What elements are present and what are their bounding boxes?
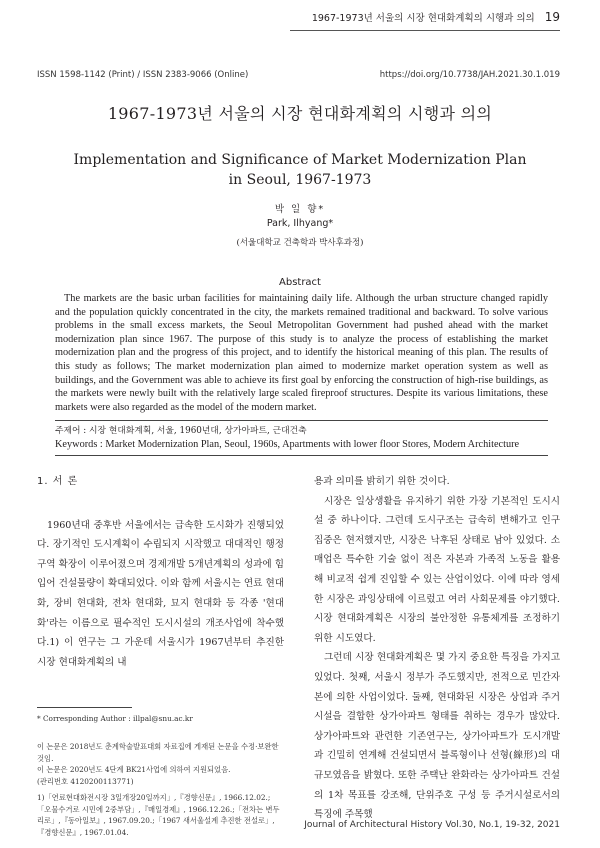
title-english-line1: Implementation and Significance of Market Modernization Plan (73, 152, 527, 168)
author-name-korean: 박 일 향* (274, 204, 326, 215)
page-number: 19 (544, 10, 560, 24)
journal-footer: Journal of Architectural History Vol.30, No.1, 19-32, 2021 (304, 820, 560, 830)
keywords-top-rule (55, 420, 548, 421)
body-paragraph: 용과 의미를 밝히기 위한 것이다. (314, 476, 450, 487)
keywords-english: Keywords : Market Modernization Plan, Seoul, 1960s, Apartments with lower floor Stores, Modern Architecture (55, 439, 520, 450)
footnote-rule (37, 707, 132, 708)
footnote-note: 이 논문은 2018년도 춘계학술발표대회 자료집에 게재된 논문을 수정·보완한 것임. (37, 742, 279, 763)
keywords-bottom-rule (55, 455, 548, 456)
abstract-heading: Abstract (279, 277, 321, 288)
doi-link[interactable]: https://doi.org/10.7738/JAH.2021.30.1.019 (379, 70, 560, 80)
header-rule (290, 30, 560, 31)
title-english (60, 150, 540, 190)
footnote-note: 이 논문은 2020년도 4단계 BK21사업에 의하여 지원되었음. (37, 765, 231, 774)
footnote-citation: 1)「연료현대화전시장 3일개장20일까지」,『경향신문』, 1966.12.02.;「오물수거로 시민에 2중부담」,『매일경제』, 1966.12.26.;「전차는 변두리로」,『동아일보』, 1967.09.20.;「1967 새서울설계 추진한 전설로」,『경향신문』, 1967.01.04. (37, 793, 280, 837)
body-paragraph: 시장은 일상생활을 유지하기 위한 가장 기본적인 도시시설 중 하나이다. 그런데 도시구조는 급속히 변해가고 인구집중은 현저했지만, 시장은 낙후된 상태로 남아 있었다. 소매업은 특수한 기술 없이 적은 자본과 가족적 노동을 활용해 비교적 쉽게 진입할 수 있는 산업이었다. 이에 따라 영세한 시장은 과잉상태에 이르렀고 여러 사회문제를 야기했다. 시장 현대화계획은 시장의 불안정한 유통체계를 조정하기 위한 시도였다. (314, 495, 560, 644)
footnote-corresponding-author: * Corresponding Author : illpal@snu.ac.kr (37, 714, 193, 723)
section-heading-introduction: 1. 서 론 (37, 476, 79, 487)
body-paragraph: 그런데 시장 현대화계획은 몇 가지 중요한 특징을 가지고 있었다. 첫째, 서울시 정부가 주도했지만, 전적으로 민간자본에 의한 사업이었다. 둘째, 현대화된 시장은 상업과 주거시설을 결합한 상가아파트 형태를 취하는 경우가 많았다. 상가아파트와 관련한 기존연구는, 상가아파트가 도시개발과 긴밀히 연계해 건설되면서 블록형이나 선형(線形)의 대규모였음을 밝혔다. 또한 주택난 완화라는 상가아파트 건설의 1차 목표를 강조해, 단위주호 구성 등 주거시설로서의 특징에 주목했 (314, 652, 560, 821)
author-name-english: Park, Ilhyang* (266, 218, 334, 229)
keywords-korean: 주제어 : 시장 현대화계획, 서울, 1960년대, 상가아파트, 근대건축 (55, 426, 307, 436)
issn-line: ISSN 1598-1142 (Print) / ISSN 2383-9066 (Online) (37, 70, 249, 80)
body-right-column (314, 472, 560, 825)
body-left-column (37, 472, 284, 672)
title-korean: 1967-1973년 서울의 시장 현대화계획의 시행과 의의 (107, 104, 493, 123)
running-header (312, 10, 560, 24)
abstract-text: The markets are the basic urban facilities for maintaining daily life. Although the urban structure changed rapidly and the population quickly concentrated in the city, the markets remained traditional and backward. To solve various problems in the small excess markets, the Seoul Metropolitan Government had pushed ahead with the market modernization plan since 1967. The purpose of this study is to analyze the process of establishing the market modernization plan and the progress of this project, and to identify the historical meaning of this plan. The results of this study as follows; The market modernization plan aimed to modernize market operation system as well as buildings, and the Government was able to achieve its first goal by enforcing the construction of high-rise buildings, as the markets were newly built with the relatively large scaled fireproof structures. Despite its various limitations, these markets were also regarded as the model of the modern market. (55, 293, 548, 413)
title-english-line2: in Seoul, 1967-1973 (228, 172, 372, 188)
running-title: 1967-1973년 서울의 시장 현대화계획의 시행과 의의 (311, 13, 535, 24)
author-affiliation: (서울대학교 건축학과 박사후과정) (236, 238, 364, 248)
footnote-note: (관리번호 4120200113771) (37, 777, 134, 786)
body-paragraph: 1960년대 중후반 서울에서는 급속한 도시화가 진행되었다. 장기적인 도시계획이 수립되지 시작했고 대대적인 행정구역 확장이 이루어졌으며 경제개발 5개년계획의 성과에 힘입어 건설물량이 확대되었다. 이와 함께 서울시는 연료 현대화, 장비 현대화, 전차 현대화, 묘지 현대화 등 각종 '현대화'라는 이름으로 필수적인 도시시설의 개조사업에 착수했다.1) 이 연구는 그 가운데 서울시가 1967년부터 추진한 시장 현대화계획의 내 (37, 519, 284, 668)
